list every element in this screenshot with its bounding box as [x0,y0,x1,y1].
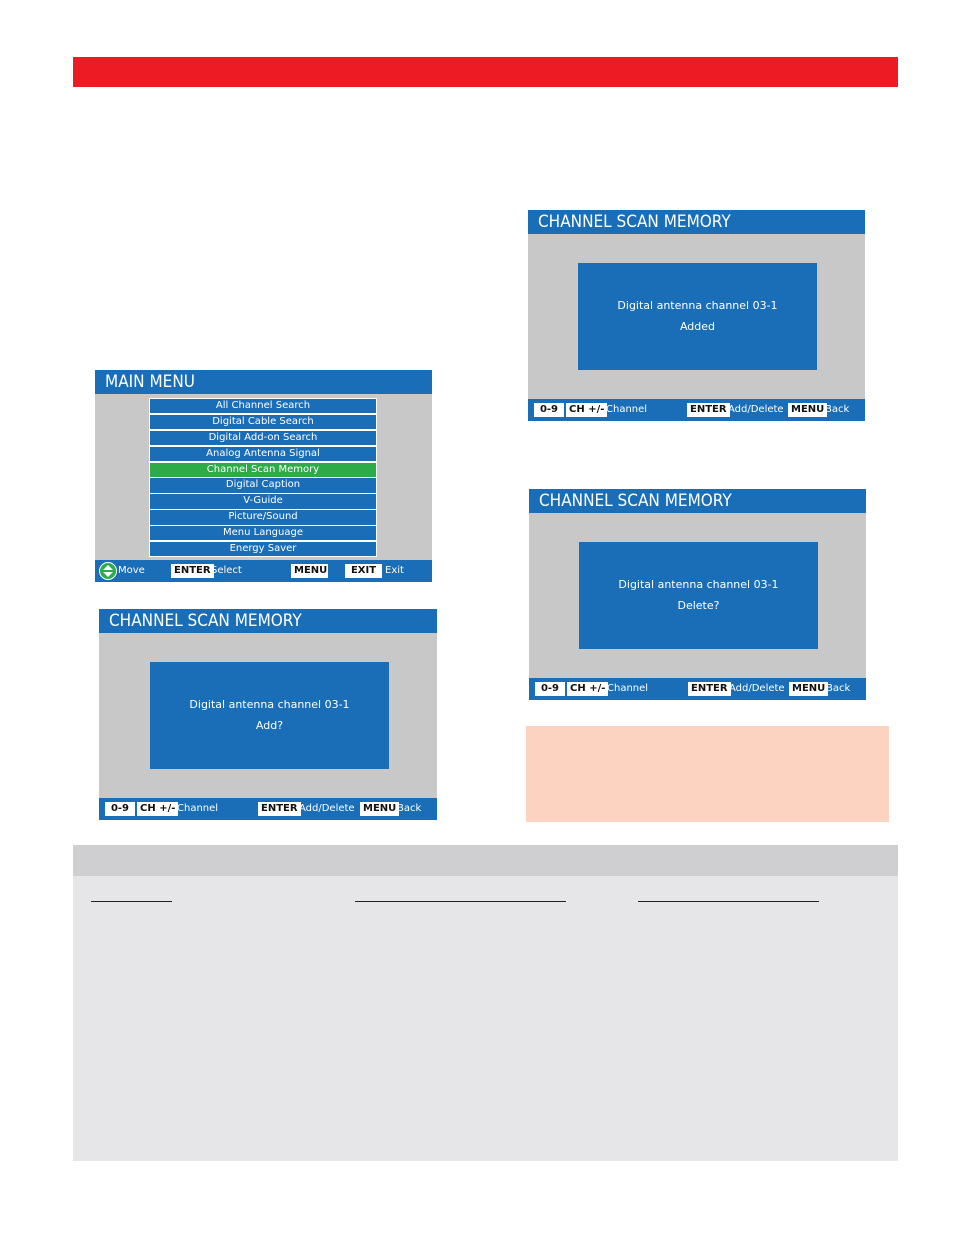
scan-add-footer [99,798,437,820]
menu-key[interactable]: MENU [360,802,399,816]
dialog-prompt-text: Delete? [677,599,720,612]
channel-label: Channel [177,803,219,814]
scan-delete-screen [529,489,866,700]
menu-item-analog-antenna-signal[interactable]: Analog Antenna Signal [150,447,376,461]
scan-added-screen [528,210,865,421]
dialog-status-text: Added [679,320,716,333]
digits-key[interactable]: 0-9 [535,682,565,696]
select-label: Select [211,565,242,576]
menu-item-all-channel-search[interactable]: All Channel Search [150,399,376,413]
menu-item-digital-caption[interactable]: Digital Caption [150,478,376,492]
main-menu-screen [95,370,432,582]
add-delete-label: Add/Delete [299,803,355,814]
scan-add-dialog [150,662,389,769]
ch-key[interactable]: CH +/- [567,682,608,696]
menu-item-v-guide[interactable]: V-Guide [150,494,376,508]
dialog-channel-text: Digital antenna channel 03-1 [617,299,778,312]
digits-key[interactable]: 0-9 [105,802,135,816]
exit-label: Exit [385,565,404,576]
digits-key[interactable]: 0-9 [534,403,564,417]
ch-key[interactable]: CH +/- [137,802,178,816]
menu-item-menu-language[interactable]: Menu Language [150,526,376,540]
table-header [73,845,898,876]
header-bar [73,57,898,87]
column-3-rule [638,901,819,902]
menu-item-digital-cable-search[interactable]: Digital Cable Search [150,415,376,429]
channel-label: Channel [606,404,648,415]
menu-item-channel-scan-memory[interactable]: Channel Scan Memory [150,463,376,477]
column-1-rule [91,901,172,902]
column-2-rule [355,901,566,902]
menu-key[interactable]: MENU [789,682,828,696]
exit-key[interactable]: EXIT [345,564,382,578]
dialog-prompt-text: Add? [255,719,284,732]
info-table [73,845,898,1161]
enter-key[interactable]: ENTER [687,403,730,417]
dialog-channel-text: Digital antenna channel 03-1 [189,698,350,711]
move-arrows-icon [99,562,117,580]
main-menu-footer [95,560,432,582]
move-label: Move [118,565,145,576]
back-label: Back [397,803,422,814]
menu-key[interactable]: MENU [291,564,328,578]
menu-key[interactable]: MENU [788,403,827,417]
scan-added-footer [528,399,865,421]
channel-label: Channel [607,683,649,694]
scan-add-title: CHANNEL SCAN MEMORY [99,609,437,633]
scan-added-title: CHANNEL SCAN MEMORY [528,210,865,234]
menu-item-energy-saver[interactable]: Energy Saver [150,542,376,556]
menu-item-picture-sound[interactable]: Picture/Sound [150,510,376,524]
enter-key[interactable]: ENTER [688,682,731,696]
enter-key[interactable]: ENTER [258,802,301,816]
scan-add-screen [99,609,437,820]
menu-item-digital-add-on-search[interactable]: Digital Add-on Search [150,431,376,445]
main-menu-title: MAIN MENU [95,370,432,394]
ch-key[interactable]: CH +/- [566,403,607,417]
back-label: Back [826,683,851,694]
scan-added-dialog [578,263,817,370]
enter-key[interactable]: ENTER [171,564,214,578]
note-box [526,726,889,822]
back-label: Back [825,404,850,415]
scan-delete-title: CHANNEL SCAN MEMORY [529,489,866,513]
scan-delete-footer [529,678,866,700]
add-delete-label: Add/Delete [729,683,785,694]
dialog-channel-text: Digital antenna channel 03-1 [618,578,779,591]
main-menu-list [150,399,376,558]
scan-delete-dialog [579,542,818,649]
add-delete-label: Add/Delete [728,404,784,415]
